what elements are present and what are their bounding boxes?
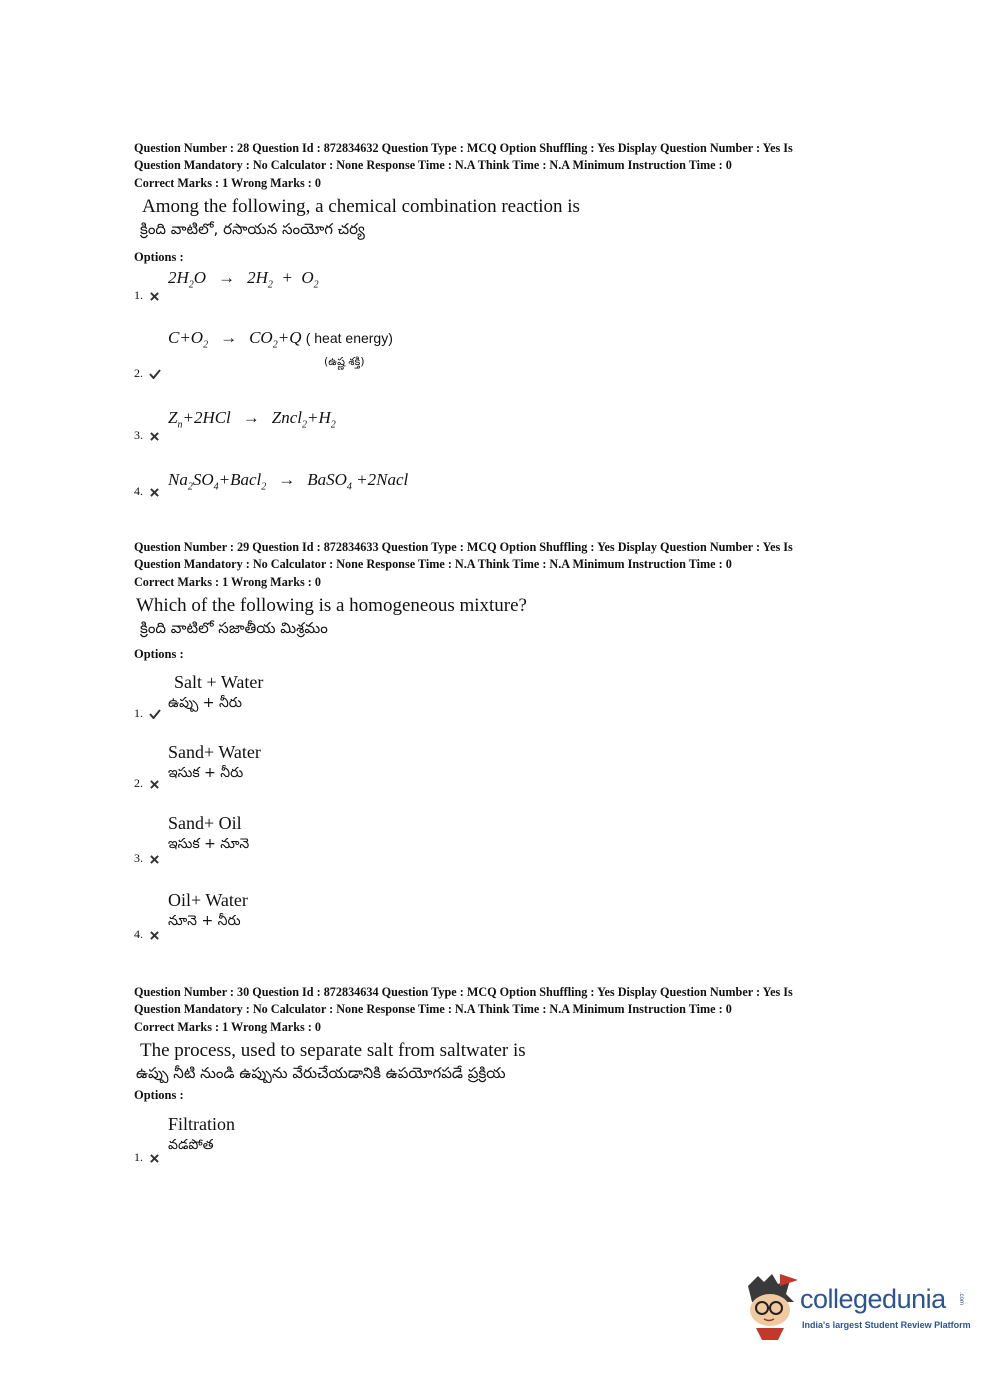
equation: $C+O_2 \to CO_2+Q$ ( heat energy) [168, 328, 393, 351]
question-text-en: The process, used to separate salt from saltwater is [140, 1039, 526, 1061]
option-text-en: Filtration [168, 1114, 235, 1134]
option-text-te: వడపోత [168, 1137, 214, 1153]
option-number: 3. [134, 428, 143, 442]
check-icon [149, 709, 161, 719]
question-text-te: క్రింది వాటిలో, రసాయన సంయోగ చర్య [140, 219, 365, 238]
option-3[interactable] [134, 813, 874, 863]
question-meta-line1: Question Number : 28 Question Id : 872834632 Question Type : MCQ Option Shuffling : Yes Display Question Number : Yes Is [134, 141, 793, 155]
logo-suffix: .com [958, 1292, 964, 1306]
wrong-icon [150, 432, 159, 441]
equation: $Na_2SO_4+Bacl_2$ → BaSO$_4$ +2Nacl [168, 470, 409, 493]
question-30 [134, 984, 874, 1103]
question-meta-line2: Question Mandatory : No Calculator : None Response Time : N.A Think Time : N.A Minimum Instruction Time : 0 [134, 556, 732, 571]
option-number: 1. [134, 1150, 143, 1164]
option-3[interactable] [134, 406, 874, 446]
option-number: 2. [134, 366, 143, 380]
wrong-icon [150, 931, 159, 940]
option-text-en: Oil+ Water [168, 890, 248, 910]
option-number: 3. [134, 851, 143, 865]
logo-name: collegedunia [800, 1284, 946, 1314]
option-text-en: Salt + Water [174, 672, 264, 692]
question-meta-line2: Question Mandatory : No Calculator : None Response Time : N.A Think Time : N.A Minimum Instruction Time : 0 [134, 1001, 732, 1016]
question-28 [134, 140, 874, 265]
question-meta-line1: Question Number : 29 Question Id : 872834633 Question Type : MCQ Option Shuffling : Yes Display Question Number : Yes Is [134, 540, 793, 554]
option-number: 2. [134, 776, 143, 790]
option-number: 4. [134, 927, 143, 941]
option-4[interactable] [134, 470, 874, 500]
collegedunia-logo[interactable] [742, 1272, 972, 1342]
question-text-te: ఉప్పు నీటి నుండి ఉప్పును వేరుచేయడానికి ఉపయోగపడే ప్రక్రియ [136, 1063, 506, 1082]
option-text-te: ఉప్పు + నీరు [168, 695, 242, 711]
option-text-en: Sand+ Oil [168, 813, 242, 833]
question-text-en: Which of the following is a homogeneous mixture? [136, 594, 527, 616]
check-icon [149, 369, 161, 379]
equation: $2H_2O \to 2H_2 + O_2$ [168, 268, 319, 291]
options-label: Options : [134, 1087, 184, 1102]
option-1[interactable] [134, 672, 874, 722]
option-text-te: ఇసుక + నూనె [168, 836, 250, 852]
equation: $Z_n+2HCl$ → $Zncl_2+H_2$ [168, 408, 336, 431]
option-number: 4. [134, 484, 143, 498]
option-2[interactable] [134, 326, 874, 386]
mascot-icon [742, 1272, 800, 1342]
option-number: 1. [134, 706, 143, 720]
option-number: 1. [134, 288, 143, 302]
option-4[interactable] [134, 890, 874, 940]
heat-energy-label: ( heat energy) [305, 330, 393, 346]
option-1[interactable] [134, 268, 874, 308]
option-text-te: ఇసుక + నీరు [168, 765, 244, 781]
wrong-icon [150, 488, 159, 497]
options-label: Options : [134, 646, 184, 661]
question-text-en: Among the following, a chemical combination reaction is [142, 195, 580, 217]
wrong-icon [150, 292, 159, 301]
question-meta-line1: Question Number : 30 Question Id : 872834634 Question Type : MCQ Option Shuffling : Yes Display Question Number : Yes Is [134, 985, 793, 999]
option-2[interactable] [134, 742, 874, 792]
wrong-icon [150, 1154, 159, 1163]
question-29 [134, 539, 874, 662]
question-text-te: క్రింది వాటిలో సజాతీయ మిశ్రమం [140, 618, 328, 637]
logo-tagline: India's largest Student Review Platform [802, 1320, 971, 1330]
option-text-te: నూనె + నీరు [168, 913, 241, 929]
heat-energy-te: (ఉష్ణ శక్తి) [324, 355, 365, 368]
question-meta-line3: Correct Marks : 1 Wrong Marks : 0 [134, 176, 321, 190]
option-1[interactable] [134, 1114, 874, 1164]
wrong-icon [150, 780, 159, 789]
options-label: Options : [134, 249, 184, 264]
option-text-en: Sand+ Water [168, 742, 261, 762]
question-meta-line3: Correct Marks : 1 Wrong Marks : 0 [134, 575, 321, 589]
question-meta-line2: Question Mandatory : No Calculator : None Response Time : N.A Think Time : N.A Minimum Instruction Time : 0 [134, 157, 732, 172]
wrong-icon [150, 855, 159, 864]
question-meta-line3: Correct Marks : 1 Wrong Marks : 0 [134, 1020, 321, 1034]
